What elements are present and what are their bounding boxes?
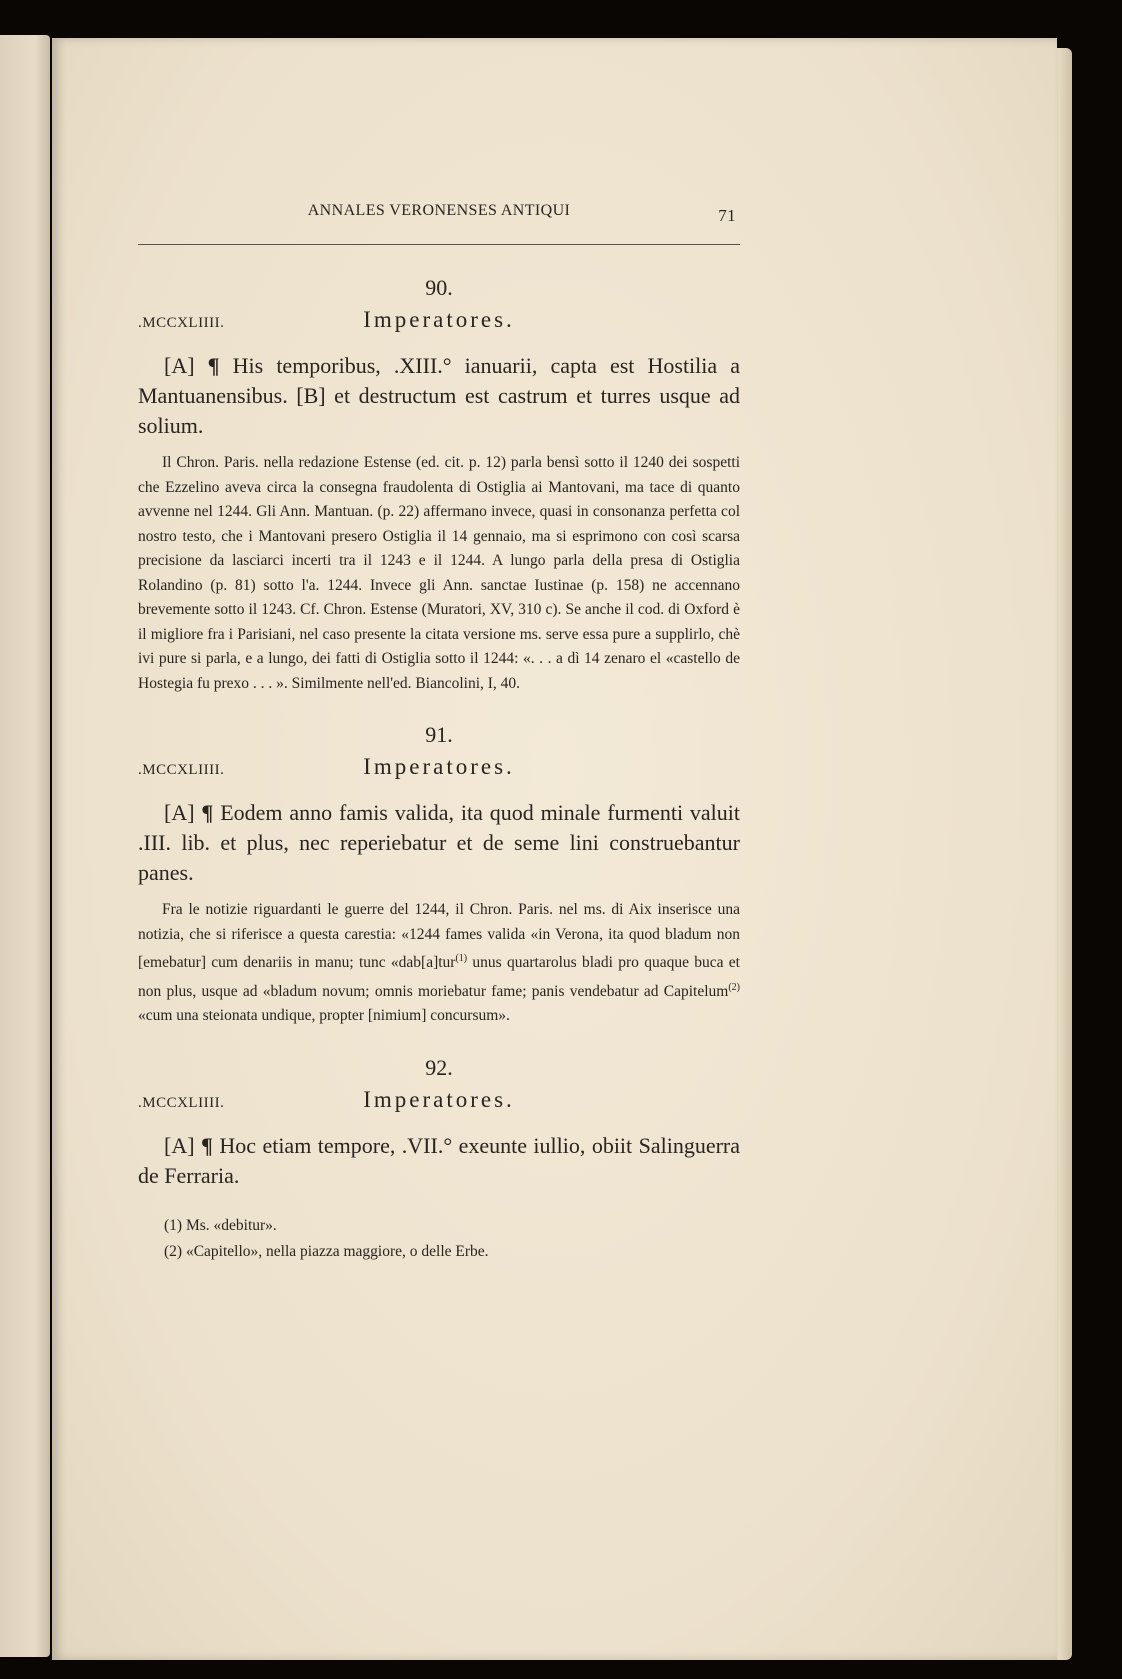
facing-page-edge — [0, 35, 50, 1657]
entry-year: .MCCXLIIII. — [138, 315, 225, 331]
entry-text — [138, 1131, 740, 1191]
running-header — [138, 200, 740, 245]
entry-heading — [138, 1085, 740, 1119]
footnote-ref: (2) — [728, 981, 740, 993]
entry-body: Hoc etiam tempore, .VII.° exeunte iullio, obiit Salinguerra de Ferraria. — [138, 1132, 741, 1188]
footnote: (1) Ms. «debitur». — [164, 1216, 277, 1234]
annal-entry — [138, 275, 740, 696]
pilcrow-icon: ¶ — [201, 800, 214, 825]
annal-entry — [138, 1055, 740, 1191]
source-siglum: [A] — [164, 1132, 195, 1158]
entry-body: His temporibus, .XIII.° ianuarii, capta est Hostilia a Mantuanensibus. [B] et destructum est castrum et turres usque ad solium. — [138, 353, 741, 438]
entry-number: 92. — [425, 1054, 453, 1080]
entry-number: 90. — [425, 275, 453, 300]
entry-heading — [138, 305, 740, 339]
footnote: (2) «Capitello», nella piazza maggiore, o delle Erbe. — [164, 1242, 489, 1260]
entry-text — [138, 351, 740, 441]
entry-rubric: Imperatores. — [363, 754, 515, 779]
entry-text — [138, 798, 740, 888]
annal-entry — [138, 722, 740, 1029]
entry-body: Eodem anno famis valida, ita quod minale furmenti valuit .III. lib. et plus, nec reperiebatur et de seme lini construebantur panes. — [138, 800, 741, 885]
entry-rubric: Imperatores. — [363, 307, 515, 332]
source-siglum: [A] — [164, 353, 195, 378]
commentary-note: Il Chron. Paris. nella redazione Estense (ed. cit. p. 12) parla bensì sotto il 1240 dei sospetti che Ezzelino aveva circa la consegna fraudolenta di Ostiglia ai Mantovani, ma tace di quanto avvenne nel 1244. Gli Ann. Mantuan. (p. 22) affermano invece, quasi in consonanza perfetta col nostro testo, che i Mantovani presero Ostiglia il 14 gennaio, ma si esprimono con così scarsa precisione da lasciarci incerti tra il 1243 e il 1244. A lungo parla della presa di Ostiglia Rolandino (p. 81) sotto l'a. 1244. Invece gli Ann. sanctae Iustinae (p. 158) ne accennano brevemente sotto il 1243. Cf. Chron. Estense (Muratori, XV, 310 c). Se anche il cod. di Oxford è il migliore fra i Parisiani, nel caso presente la citata versione ms. serve essa pure a supplirlo, chè ivi pure si parla, e a lungo, dei fatti di Ostiglia sotto il 1244: «. . . a dì 14 zenaro el «castello de Hostegia fu prexo . . . ». Similmente nell'ed. Biancolini, I, 40. — [138, 454, 740, 692]
page-content — [138, 200, 740, 1265]
entry-rubric: Imperatores. — [363, 1086, 515, 1112]
footnote-ref: (1) — [455, 953, 468, 964]
pilcrow-icon: ¶ — [201, 1132, 213, 1158]
entry-year: .MCCXLIIII. — [138, 1094, 225, 1111]
entry-number: 91. — [425, 722, 453, 747]
footnotes — [138, 1213, 740, 1265]
source-siglum: [A] — [164, 800, 195, 825]
running-head-title: ANNALES VERONENSES ANTIQUI — [307, 202, 571, 219]
entry-heading — [138, 752, 740, 786]
entry-year: .MCCXLIIII. — [138, 762, 225, 778]
pilcrow-icon: ¶ — [207, 353, 220, 378]
page-number: 71 — [718, 206, 736, 225]
commentary-note: Fra le notizie riguardanti le guerre del 1244, il Chron. Paris. nel ms. di Aix inserisce una notizia, che si riferisce a questa carestia: «1244 fames valida «in Verona, ita quod bladum non [emebatur] cum denariis in manu; tunc «dab[a]tur$^{(1)}$ unus quartarolus bladi pro quaque buca et non plus, usque ad «bladum novum; omnis moriebatur fame; panis vendebatur ad Capitelum$^{(2)}$ «cum una steionata undique, propter [nimium] concursum». — [138, 901, 740, 1025]
